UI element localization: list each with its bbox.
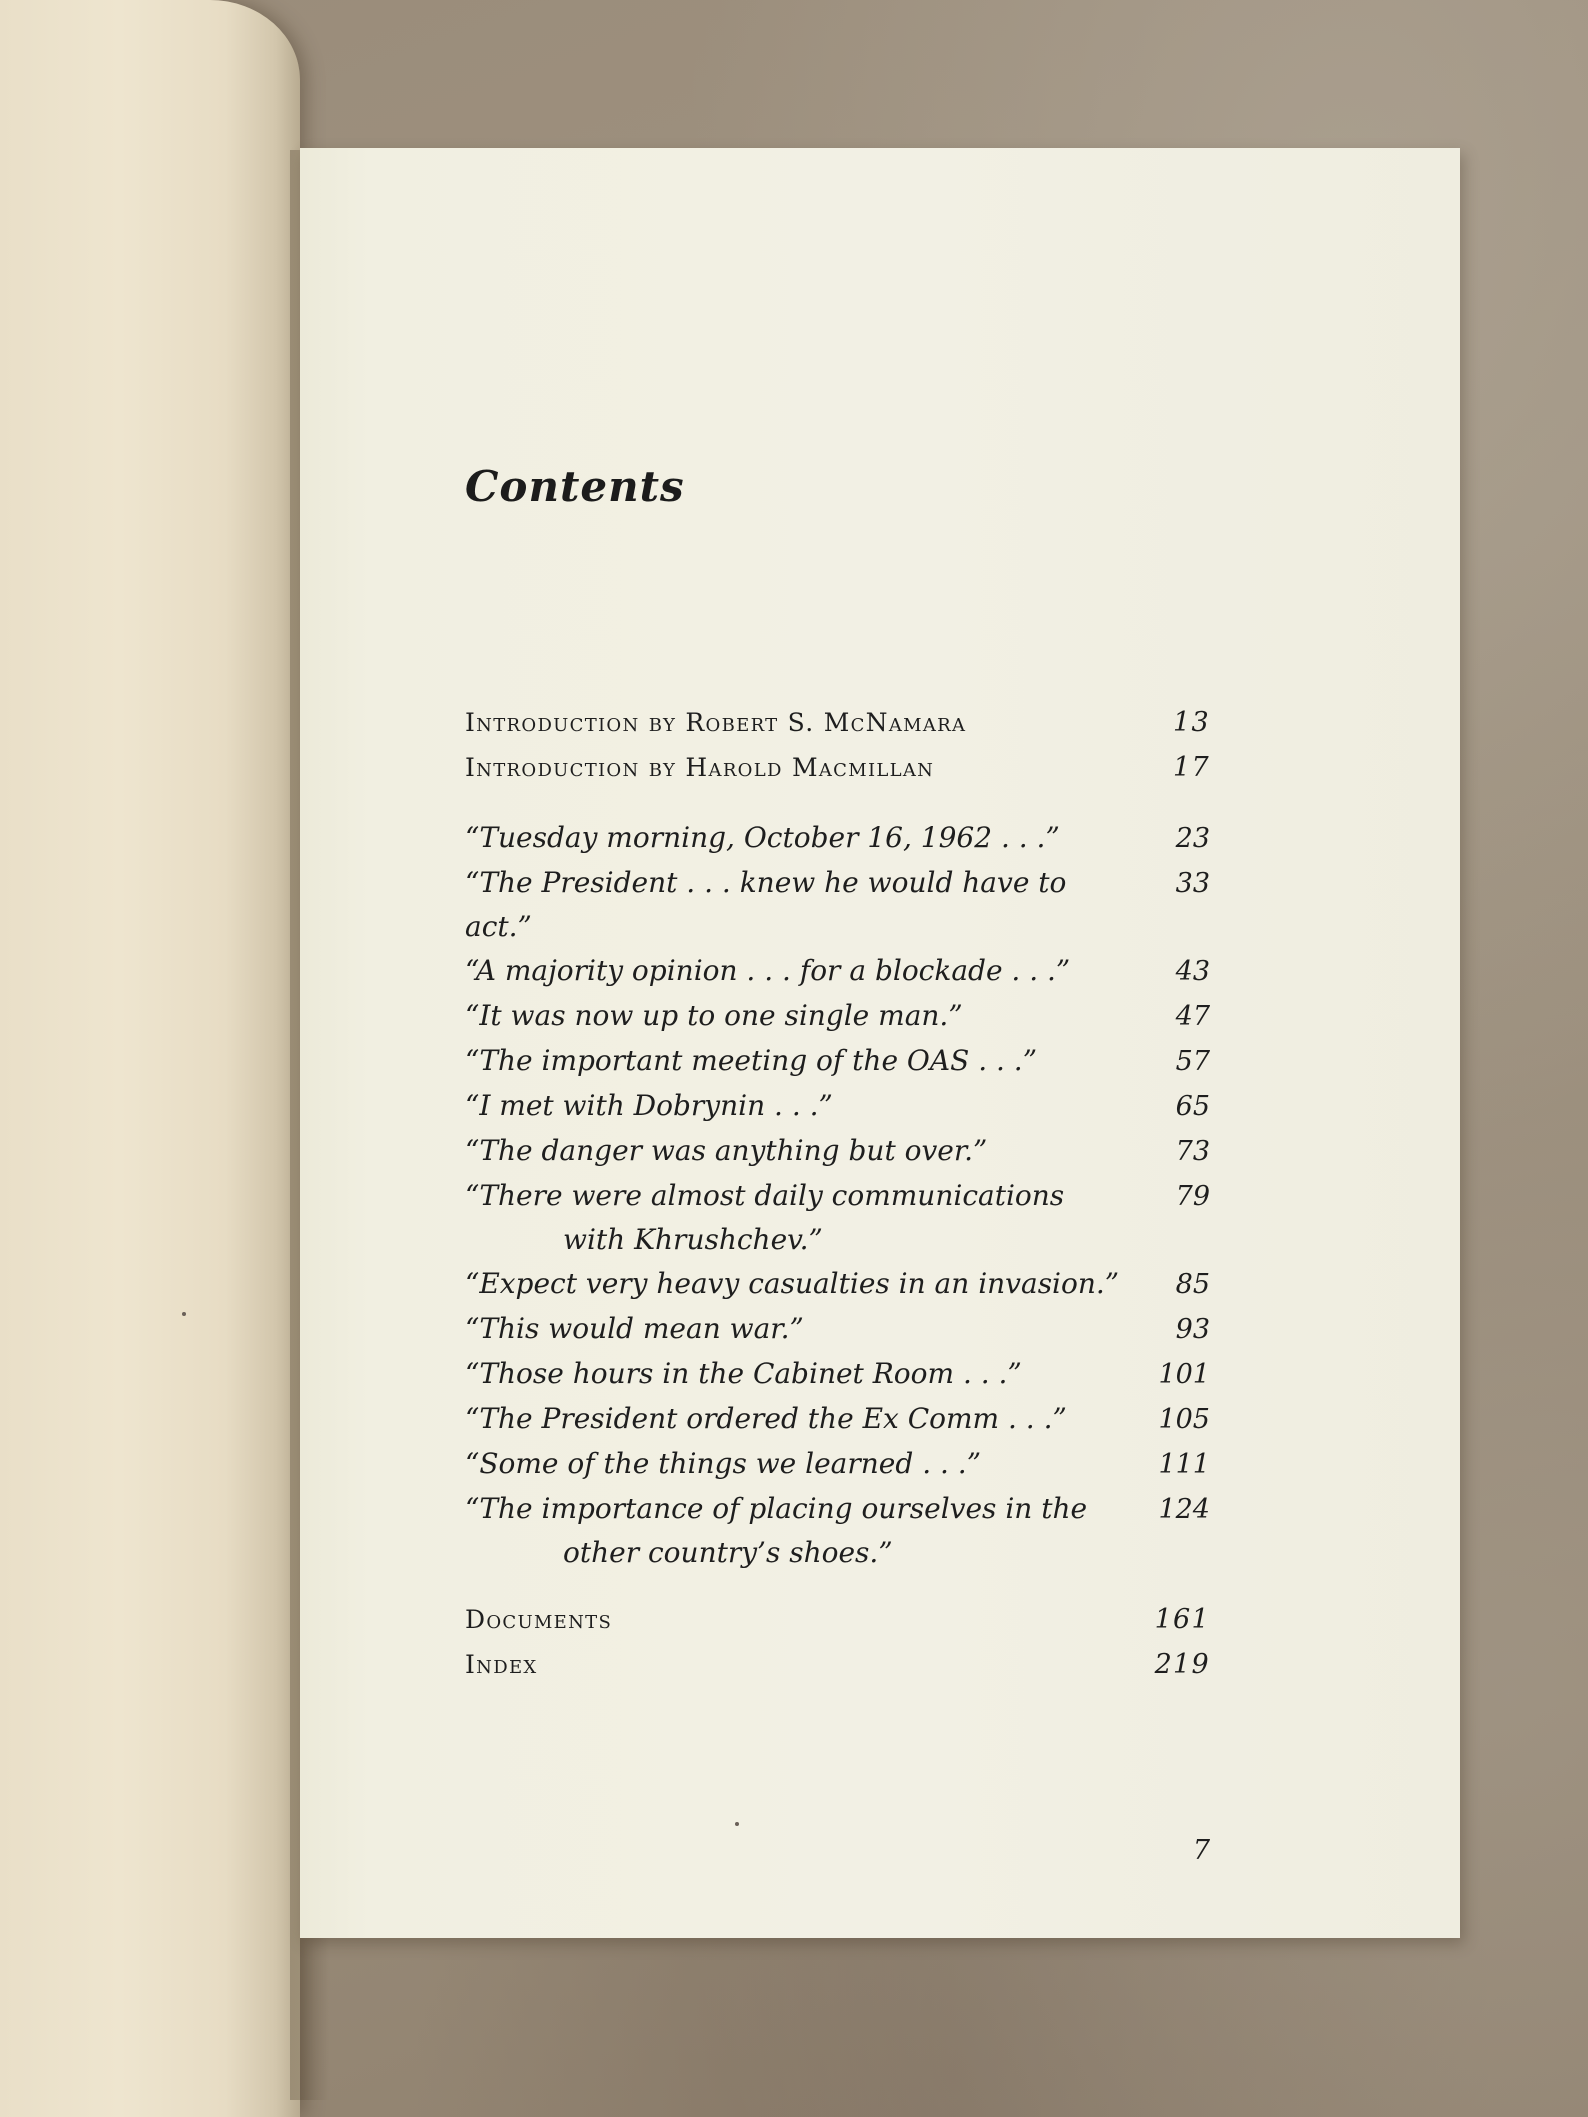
toc-chapter-page: 33 [1175, 868, 1210, 899]
toc-chapter-title: “Expect very heavy casualties in an invasion.” [465, 1267, 1120, 1300]
table-of-contents [465, 700, 1210, 1687]
toc-chapter-title: “I met with Dobrynin . . .” [465, 1089, 833, 1122]
toc-entry-label: Introduction by Harold Macmillan [465, 753, 935, 782]
left-page [0, 0, 300, 2117]
toc-entry-label: Documents [465, 1605, 613, 1634]
contents-title: Contents [465, 462, 685, 511]
toc-entry-introduction-mcnamara [465, 700, 1210, 745]
toc-chapter-title: “Those hours in the Cabinet Room . . .” [465, 1357, 1022, 1390]
toc-entry-index [465, 1642, 1210, 1687]
toc-chapter-title: “The President ordered the Ex Comm . . .” [465, 1402, 1067, 1435]
toc-entry-page: 161 [1154, 1604, 1210, 1635]
toc-chapter-page: 101 [1158, 1359, 1210, 1390]
toc-chapter [465, 1442, 1210, 1487]
paper-speck [735, 1822, 739, 1826]
toc-chapter-page: 79 [1175, 1181, 1210, 1212]
toc-entry-page: 13 [1173, 707, 1210, 738]
toc-chapter-page: 57 [1175, 1046, 1210, 1077]
toc-chapter [465, 1397, 1210, 1442]
toc-chapter-page: 124 [1158, 1494, 1210, 1525]
toc-chapter-title-continuation: with Khrushchev.” [563, 1223, 823, 1256]
toc-spacer [465, 790, 1210, 816]
toc-chapter [465, 949, 1210, 994]
toc-chapter-page: 93 [1175, 1314, 1210, 1345]
toc-chapter [465, 861, 1210, 949]
toc-chapter-page: 23 [1175, 823, 1210, 854]
toc-chapter-title: “Tuesday morning, October 16, 1962 . . .” [465, 821, 1060, 854]
toc-chapter-title [465, 1487, 1130, 1575]
toc-chapter [465, 1129, 1210, 1174]
toc-chapter-title-continuation: other country’s shoes.” [563, 1536, 893, 1569]
toc-entry-introduction-macmillan [465, 745, 1210, 790]
toc-chapter [465, 1084, 1210, 1129]
toc-spacer [465, 1575, 1210, 1597]
toc-chapter [465, 1307, 1210, 1352]
toc-chapter-page: 85 [1175, 1269, 1210, 1300]
toc-chapter [465, 1262, 1210, 1307]
toc-chapter-title-line: “There were almost daily communications [465, 1179, 1065, 1212]
toc-chapter-title [465, 1174, 1130, 1262]
toc-chapter-title: “The President . . . knew he would have to act.” [465, 866, 1067, 943]
toc-chapter [465, 1174, 1210, 1262]
toc-chapter-title: “The important meeting of the OAS . . .” [465, 1044, 1038, 1077]
toc-chapter-title-line: “The importance of placing ourselves in the [465, 1492, 1088, 1525]
toc-chapter-title: “It was now up to one single man.” [465, 999, 963, 1032]
toc-entry-page: 17 [1173, 752, 1210, 783]
toc-entry-label: Introduction by Robert S. McNamara [465, 708, 967, 737]
toc-chapter-page: 105 [1158, 1404, 1210, 1435]
toc-chapter [465, 994, 1210, 1039]
toc-chapter-page: 111 [1158, 1449, 1210, 1480]
toc-chapter-page: 47 [1175, 1001, 1210, 1032]
toc-chapter-title: “The danger was anything but over.” [465, 1134, 988, 1167]
toc-chapter [465, 1039, 1210, 1084]
toc-entry-documents [465, 1597, 1210, 1642]
toc-chapter [465, 1487, 1210, 1575]
toc-entry-label: Index [465, 1650, 538, 1679]
toc-chapter-page: 43 [1175, 956, 1210, 987]
toc-chapter [465, 1352, 1210, 1397]
toc-entry-page: 219 [1154, 1649, 1210, 1680]
toc-chapter-page: 65 [1175, 1091, 1210, 1122]
page-number: 7 [1192, 1835, 1210, 1866]
toc-chapter [465, 816, 1210, 861]
paper-speck [182, 1312, 186, 1316]
toc-chapter-title: “This would mean war.” [465, 1312, 804, 1345]
toc-chapter-page: 73 [1175, 1136, 1210, 1167]
toc-chapter-title: “Some of the things we learned . . .” [465, 1447, 982, 1480]
toc-chapter-title: “A majority opinion . . . for a blockade . . .” [465, 954, 1071, 987]
